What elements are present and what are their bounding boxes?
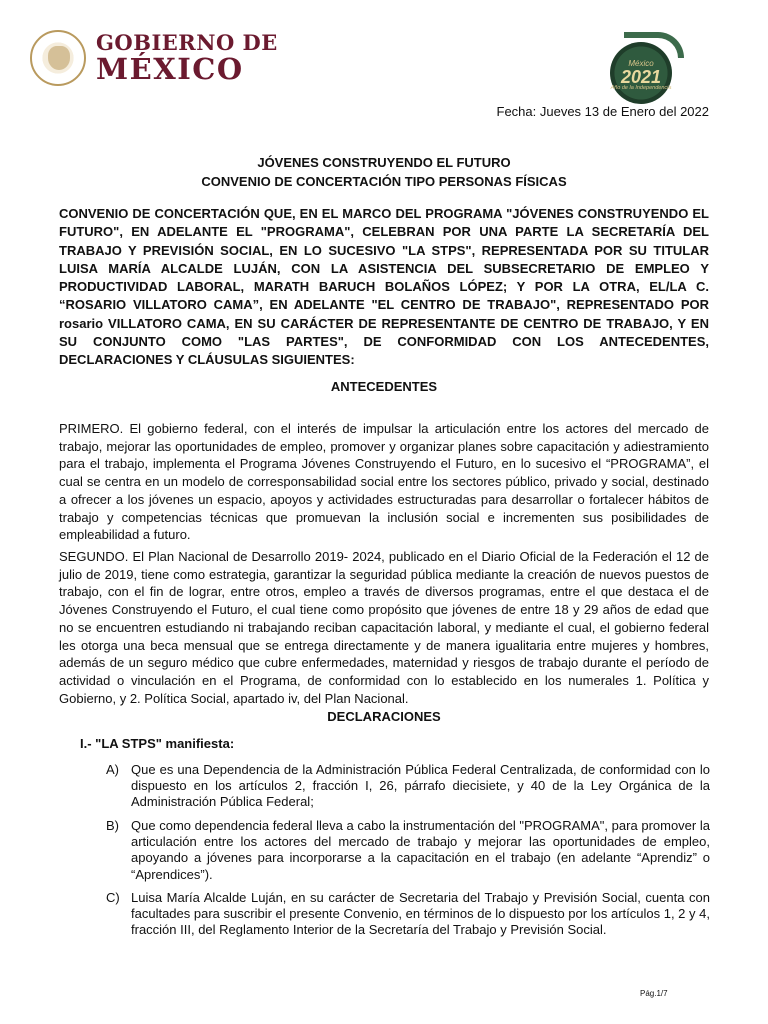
badge-caption: Año de la Independencia <box>610 85 672 91</box>
list-item-text: Luisa María Alcalde Luján, en su carácter de Secretaria del Trabajo y Previsión Social, cuenta con facultades para suscribir el presente Convenio, en términos de lo dispuesto por los artículos 1, 2 y 4, fracción III, del Reglamento Interior de la Secretaría del Trabajo y Previsión Social. <box>131 890 710 938</box>
agreement-type-title: CONVENIO DE CONCERTACIÓN TIPO PERSONAS FÍSICAS <box>201 174 567 189</box>
antecedentes-heading: ANTECEDENTES <box>330 379 438 394</box>
logo-line-1: GOBIERNO DE <box>96 30 278 55</box>
agreement-intro: CONVENIO DE CONCERTACIÓN QUE, EN EL MARCO DEL PROGRAMA "JÓVENES CONSTRUYENDO EL FUTURO", EN ADELANTE EL "PROGRAMA", CELEBRAN POR UNA PARTE LA SECRETARÍA DEL TRABAJO Y PREVISIÓN SOCIAL, EN LO SUCESIVO "LA STPS", REPRESENTADA POR SU TITULAR LUISA MARÍA ALCALDE LUJÁN, CON LA ASISTENCIA DEL SUBSECRETARIO DE EMPLEO Y PRODUCTIVIDAD LABORAL, MARATH BARUCH BOLAÑOS LÓPEZ; Y POR LA OTRA, EL/LA C. “ROSARIO VILLATORO CAMA”, EN ADELANTE "EL CENTRO DE TRABAJO", REPRESENTADO POR rosario VILLATORO CAMA, EN SU CARÁCTER DE REPRESENTANTE DE CENTRO DE TRABAJO, Y EN SU CONJUNTO COMO "LAS PARTES", DE CONFORMIDAD CON LOS ANTECEDENTES, DECLARACIONES Y CLÁUSULAS SIGUIENTES: <box>59 206 709 368</box>
list-item <box>106 890 710 939</box>
list-item-text: Que es una Dependencia de la Administración Pública Federal Centralizada, de conformidad con lo dispuesto en los artículos 2, fracción I, 26, párrafo diecisiete, y 40 de la Ley Orgánica de la Administración Pública Federal; <box>131 762 710 810</box>
gobierno-de-mexico-logo <box>30 30 278 86</box>
list-item <box>106 818 710 883</box>
declaraciones-subheading: I.- "LA STPS" manifiesta: <box>80 736 235 751</box>
document-date: Fecha: Jueves 13 de Enero del 2022 <box>496 104 709 119</box>
independence-2021-badge-icon <box>606 30 690 108</box>
list-item <box>106 762 710 811</box>
list-marker: B) <box>106 818 119 833</box>
logo-line-2: MÉXICO <box>96 52 244 86</box>
declaraciones-heading: DECLARACIONES <box>327 709 441 724</box>
program-title: JÓVENES CONSTRUYENDO EL FUTURO <box>257 155 511 170</box>
badge-country: México <box>628 59 654 68</box>
badge-year: 2021 <box>620 67 662 87</box>
list-marker: C) <box>106 890 120 905</box>
antecedente-segundo: SEGUNDO. El Plan Nacional de Desarrollo 2019- 2024, publicado en el Diario Oficial de la Federación el 12 de julio de 2019, tiene como estrategia, garantizar la seguridad pública mediante la creación de nuevos puestos de trabajo, con el fin de lograr, entre otros, empleo a través de diversos programas, entre el que destaca el de Jóvenes Construyendo el Futuro, el cual tiene como propósito que jóvenes de entre 18 y 29 años de edad que no se encuentren estudiando ni trabajando reciban capacitación laboral, y mediante el cual, el gobierno federal les otorga una beca mensual que se entrega directamente y de manera igualitaria entre mujeres y hombres, además de un seguro médico que cubre enfermedades, maternidad y riesgos de trabajo durante el período de actividad o vinculación en el Programa, de conformidad con lo establecido en los numerales 1. Política y Gobierno, y 2. Política Social, apartado iv, del Plan Nacional. <box>59 549 709 706</box>
antecedente-primero: PRIMERO. El gobierno federal, con el interés de impulsar la articulación entre los actores del mercado de trabajo, mejorar las oportunidades de empleo, promover y organizar planes sobre capacitación y adiestramiento para el trabajo, implementa el Programa Jóvenes Construyendo el Futuro, en lo sucesivo el “PROGRAMA”, el cual se centra en un modelo de corresponsabilidad social entre los sectores público, privado y social, destinado a ofrecer a los jóvenes un espacio, apoyos y actividades estructuradas para desarrollar o fortalecer hábitos de trabajo y competencias técnicas que promuevan la inclusión social e incrementen sus posibilidades de empleabilidad a futuro. <box>59 421 709 543</box>
national-seal-icon <box>30 30 86 86</box>
list-marker: A) <box>106 762 119 777</box>
list-item-text: Que como dependencia federal lleva a cabo la instrumentación del "PROGRAMA", para promover la articulación entre los actores del mercado de trabajo y mejorar las oportunidades de empleo, apoyando a jóvenes para incorporarse a la capacitación en el trabajo (en adelante “Aprendiz” o “Aprendices”). <box>131 818 710 882</box>
page-number: Pág.1/7 <box>640 989 668 998</box>
